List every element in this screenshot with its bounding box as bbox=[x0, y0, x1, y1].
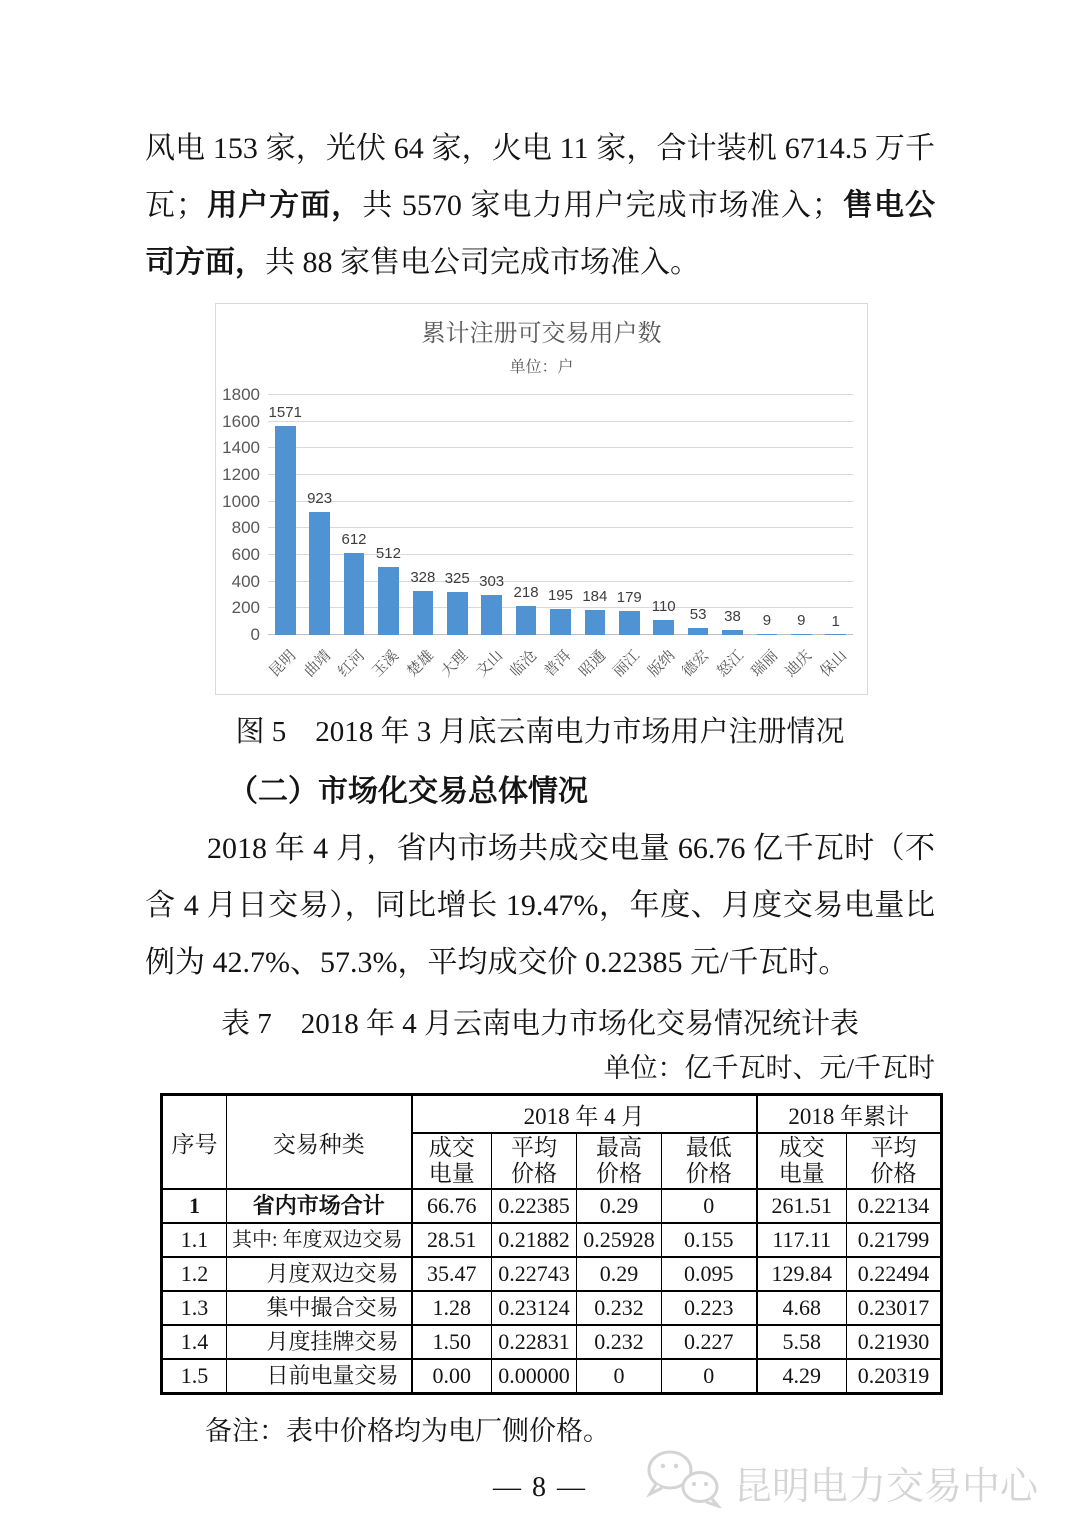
value-cell: 4.29 bbox=[757, 1359, 847, 1394]
bar-value-label: 923 bbox=[307, 489, 333, 507]
bar-value-label: 53 bbox=[689, 605, 707, 623]
y-tick-label: 1800 bbox=[222, 385, 260, 404]
value-cell: 0.20319 bbox=[847, 1359, 942, 1394]
x-tick-label: 丽江 bbox=[610, 647, 644, 681]
sub-header-cell: 成交 电量 bbox=[412, 1133, 492, 1189]
bar-slot bbox=[268, 395, 302, 635]
x-tick-label: 迪庆 bbox=[782, 647, 816, 681]
table-title: 表 7 2018 年 4 月云南电力市场化交易情况统计表 bbox=[220, 1008, 859, 1040]
bar bbox=[688, 628, 709, 635]
x-tick-label: 德宏 bbox=[679, 647, 713, 681]
value-cell: 0.095 bbox=[662, 1257, 757, 1291]
y-tick-label: 1200 bbox=[222, 465, 260, 484]
sub-header-cell: 成交 电量 bbox=[757, 1133, 847, 1189]
table-body bbox=[162, 1189, 942, 1394]
value-cell: 0.23124 bbox=[492, 1291, 577, 1325]
trade-type-cell: 其中: 年度双边交易 bbox=[227, 1223, 412, 1257]
x-tick-label: 文山 bbox=[472, 647, 506, 681]
row-index-cell: 1.1 bbox=[162, 1223, 227, 1257]
value-cell: 129.84 bbox=[757, 1257, 847, 1291]
group-april-header: 2018 年 4 月 bbox=[412, 1095, 757, 1134]
value-cell: 0.223 bbox=[662, 1291, 757, 1325]
intro-seg3: 共 5570 家电力用户完成市场准入； bbox=[362, 189, 842, 222]
intro-seg5: 共 88 家售电公司完成市场准入。 bbox=[265, 246, 700, 279]
trade-type-cell: 日前电量交易 bbox=[227, 1359, 412, 1394]
value-cell: 4.68 bbox=[757, 1291, 847, 1325]
value-cell: 0.21930 bbox=[847, 1325, 942, 1359]
value-cell: 0.232 bbox=[577, 1325, 662, 1359]
x-tick-label: 红河 bbox=[334, 647, 369, 681]
value-cell: 0.155 bbox=[662, 1223, 757, 1257]
bar bbox=[275, 426, 296, 635]
value-cell: 0.22494 bbox=[847, 1257, 942, 1291]
value-cell: 0.00 bbox=[412, 1359, 492, 1394]
bar-value-label: 325 bbox=[444, 569, 470, 587]
bar-value-label: 195 bbox=[547, 587, 573, 604]
figure-caption: 图 5 2018 年 3 月底云南电力市场用户注册情况 bbox=[235, 716, 845, 748]
bar-value-label: 184 bbox=[582, 588, 608, 606]
trade-type-cell: 集中撮合交易 bbox=[227, 1291, 412, 1325]
bar-value-label: 303 bbox=[479, 572, 505, 590]
table-row bbox=[162, 1359, 942, 1394]
value-cell: 0.25928 bbox=[577, 1223, 662, 1257]
bar-value-label: 1571 bbox=[268, 403, 302, 421]
x-tick-label: 怒江 bbox=[713, 647, 747, 681]
bar bbox=[413, 591, 434, 635]
bar bbox=[378, 567, 399, 635]
value-cell: 0 bbox=[662, 1359, 757, 1394]
value-cell: 0.29 bbox=[577, 1189, 662, 1223]
value-cell: 0.21882 bbox=[492, 1223, 577, 1257]
table-row bbox=[162, 1325, 942, 1359]
bar-slot bbox=[371, 395, 405, 635]
bar-slot bbox=[715, 395, 749, 635]
value-cell: 0.21799 bbox=[847, 1223, 942, 1257]
value-cell: 261.51 bbox=[757, 1189, 847, 1223]
table-row bbox=[162, 1189, 942, 1223]
chart-y-axis bbox=[216, 385, 268, 644]
chart-title: 累计注册可交易用户数 bbox=[421, 320, 662, 347]
bar-value-label: 1 bbox=[831, 612, 840, 630]
bar-value-label: 110 bbox=[651, 598, 676, 616]
value-cell: 0.22831 bbox=[492, 1325, 577, 1359]
x-tick-label: 曲靖 bbox=[300, 647, 334, 681]
bar-slot bbox=[474, 395, 508, 635]
sub-header-cell: 平均 价格 bbox=[847, 1133, 942, 1189]
row-index-cell: 1 bbox=[162, 1189, 227, 1223]
bar-value-label: 218 bbox=[513, 583, 539, 601]
chart-bars bbox=[268, 395, 853, 635]
bar-slot bbox=[509, 395, 543, 635]
bar-slot bbox=[337, 395, 371, 635]
bar bbox=[447, 592, 468, 635]
page-number: — 8 — bbox=[493, 1472, 587, 1503]
bar-slot bbox=[750, 395, 784, 635]
row-index-cell: 1.3 bbox=[162, 1291, 227, 1325]
col-index-header: 序号 bbox=[162, 1095, 227, 1190]
x-tick-label: 临沧 bbox=[506, 647, 541, 681]
x-tick-label: 瑞丽 bbox=[747, 647, 782, 681]
value-cell: 0.29 bbox=[577, 1257, 662, 1291]
bar-value-label: 328 bbox=[410, 569, 436, 587]
value-cell: 66.76 bbox=[412, 1189, 492, 1223]
watermark bbox=[640, 1446, 1038, 1518]
y-tick-label: 1000 bbox=[222, 491, 260, 511]
bar bbox=[344, 553, 365, 635]
x-tick-label: 玉溪 bbox=[369, 647, 403, 681]
value-cell: 117.11 bbox=[757, 1223, 847, 1257]
bar-slot bbox=[543, 395, 577, 635]
y-tick-label: 600 bbox=[231, 545, 260, 564]
trade-type-cell: 月度双边交易 bbox=[227, 1257, 412, 1291]
chart-figure bbox=[215, 303, 868, 695]
bar bbox=[585, 610, 606, 635]
bar-slot bbox=[406, 395, 440, 635]
value-cell: 0.23017 bbox=[847, 1291, 942, 1325]
x-tick-label: 普洱 bbox=[541, 647, 575, 681]
bar-value-label: 9 bbox=[797, 611, 806, 629]
x-tick-label: 版纳 bbox=[644, 647, 678, 681]
intro-seg4-bold: 售电公司方面， bbox=[145, 189, 936, 279]
value-cell: 0 bbox=[577, 1359, 662, 1394]
watermark-label: 昆明电力交易中心 bbox=[733, 1465, 1038, 1508]
value-cell: 35.47 bbox=[412, 1257, 492, 1291]
wechat-icon bbox=[640, 1446, 724, 1518]
bar bbox=[309, 512, 330, 635]
chart-x-axis bbox=[268, 635, 853, 707]
bar-slot bbox=[302, 395, 336, 635]
row-index-cell: 1.5 bbox=[162, 1359, 227, 1394]
bar-slot bbox=[578, 395, 612, 635]
bar-slot bbox=[440, 395, 474, 635]
table-unit-note: 单位：亿千瓦时、元/千瓦时 bbox=[603, 1053, 935, 1083]
intro-paragraph bbox=[145, 120, 935, 291]
bar bbox=[481, 595, 502, 635]
bar-value-label: 9 bbox=[762, 611, 772, 629]
x-tick-label: 昆明 bbox=[266, 647, 300, 681]
value-cell: 5.58 bbox=[757, 1325, 847, 1359]
x-tick-label: 保山 bbox=[816, 647, 850, 681]
bar-value-label: 512 bbox=[375, 544, 401, 562]
bar-slot bbox=[819, 395, 853, 635]
y-tick-label: 400 bbox=[231, 571, 260, 591]
y-tick-label: 200 bbox=[231, 598, 260, 618]
bar-slot bbox=[681, 395, 715, 635]
bar-value-label: 612 bbox=[341, 531, 367, 549]
x-tick-label: 楚雄 bbox=[403, 647, 438, 681]
table-row bbox=[162, 1257, 942, 1291]
group-cumulative-header: 2018 年累计 bbox=[757, 1095, 942, 1134]
value-cell: 0.22134 bbox=[847, 1189, 942, 1223]
bar-value-label: 38 bbox=[724, 607, 741, 625]
value-cell: 0.227 bbox=[662, 1325, 757, 1359]
bar bbox=[653, 620, 674, 635]
sub-header-cell: 平均 价格 bbox=[492, 1133, 577, 1189]
trade-type-cell: 省内市场合计 bbox=[227, 1189, 412, 1223]
intro-seg1: 风电 153 家，光伏 64 家，火电 11 家，合计装机 6714.5 万千瓦； bbox=[145, 132, 935, 222]
sub-header-cell: 最低 价格 bbox=[662, 1133, 757, 1189]
value-cell: 28.51 bbox=[412, 1223, 492, 1257]
table-footnote: 备注：表中价格均为电厂侧价格。 bbox=[205, 1416, 610, 1446]
value-cell: 1.50 bbox=[412, 1325, 492, 1359]
y-tick-label: 1400 bbox=[222, 438, 260, 458]
bar-slot bbox=[612, 395, 646, 635]
value-cell: 0.232 bbox=[577, 1291, 662, 1325]
chart-plot bbox=[268, 395, 853, 635]
trade-type-cell: 月度挂牌交易 bbox=[227, 1325, 412, 1359]
table-row bbox=[162, 1291, 942, 1325]
value-cell: 0.22385 bbox=[492, 1189, 577, 1223]
bar bbox=[550, 609, 571, 635]
table-group-header-row bbox=[162, 1095, 942, 1134]
x-tick-label: 昭通 bbox=[575, 647, 610, 681]
value-cell: 0.00000 bbox=[492, 1359, 577, 1394]
section-heading: （二）市场化交易总体情况 bbox=[228, 775, 588, 808]
row-index-cell: 1.2 bbox=[162, 1257, 227, 1291]
bar bbox=[516, 606, 537, 635]
sub-header-cell: 最高 价格 bbox=[577, 1133, 662, 1189]
y-tick-label: 1600 bbox=[222, 411, 260, 431]
y-tick-label: 0 bbox=[250, 625, 260, 644]
value-cell: 1.28 bbox=[412, 1291, 492, 1325]
body-paragraph: 2018 年 4 月，省内市场共成交电量 66.76 亿千瓦时（不含 4 月日交易），同比增长 19.47%，年度、月度交易电量比例为 42.7%、57.3%，平均成交价 0.22385 元/千瓦时。 bbox=[145, 832, 935, 979]
bar-slot bbox=[784, 395, 818, 635]
y-tick-label: 800 bbox=[231, 518, 260, 538]
chart-subtitle: 单位：户 bbox=[509, 359, 574, 376]
stats-table bbox=[160, 1093, 943, 1395]
value-cell: 0 bbox=[662, 1189, 757, 1223]
bar-value-label: 179 bbox=[616, 589, 642, 607]
row-index-cell: 1.4 bbox=[162, 1325, 227, 1359]
value-cell: 0.22743 bbox=[492, 1257, 577, 1291]
bar bbox=[619, 611, 640, 635]
x-tick-label: 大理 bbox=[438, 647, 472, 681]
col-type-header: 交易种类 bbox=[227, 1095, 412, 1190]
chart-area bbox=[216, 385, 867, 644]
table-row bbox=[162, 1223, 942, 1257]
bar-slot bbox=[646, 395, 680, 635]
intro-seg2-bold: 用户方面， bbox=[206, 189, 363, 222]
